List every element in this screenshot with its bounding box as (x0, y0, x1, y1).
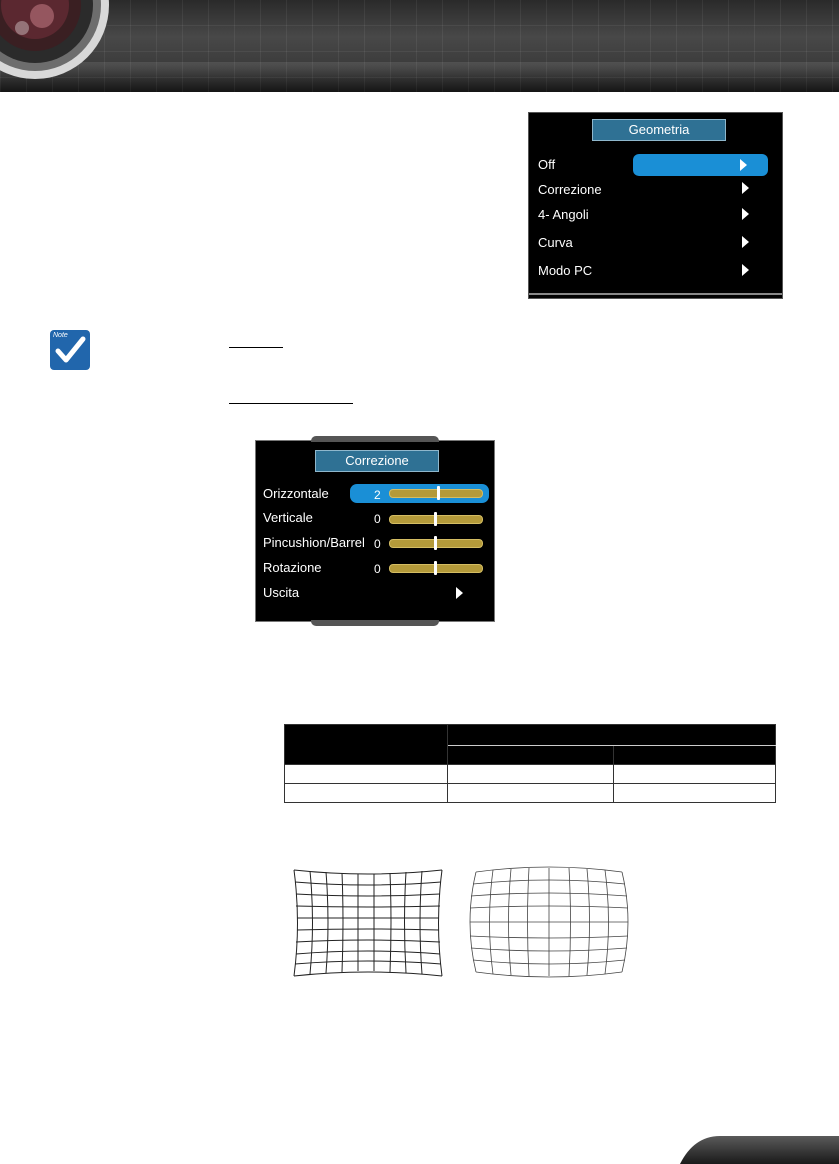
resolution-table (284, 724, 776, 803)
correction-value: 0 (374, 537, 381, 551)
geometry-item-curva[interactable] (538, 232, 773, 254)
page-number-tab (680, 1134, 839, 1164)
geometry-item-modo-pc[interactable] (538, 260, 773, 282)
correction-row-label: Rotazione (263, 560, 322, 575)
slider-rotazione[interactable] (389, 564, 483, 573)
geometry-menu-bottom-line (529, 293, 782, 295)
slider-verticale[interactable] (389, 515, 483, 524)
slider-knob[interactable] (437, 486, 440, 500)
correction-menu-top-tab (311, 436, 439, 442)
table-cell (285, 784, 448, 803)
table-header-row (285, 725, 776, 746)
correction-row-label: Uscita (263, 585, 300, 600)
geometry-item-label: Modo PC (538, 263, 593, 278)
lens-icon (0, 0, 110, 80)
table-cell (448, 765, 614, 784)
table-header-cell (614, 746, 776, 765)
note-checkmark-icon (50, 330, 90, 370)
chevron-right-icon (742, 264, 749, 276)
correction-menu-bottom-tab (311, 620, 439, 626)
correction-row-label: Orizzontale (263, 486, 329, 501)
page-header-banner (0, 0, 839, 92)
correction-row-label: Pincushion/Barrel (263, 535, 365, 550)
slider-orizzontale[interactable] (389, 489, 483, 498)
barrel-grid-diagram (466, 866, 632, 978)
correction-menu-title: Correzione (315, 450, 439, 472)
slider-knob[interactable] (434, 512, 437, 526)
geometry-item-off[interactable] (538, 154, 773, 176)
correction-value: 0 (374, 562, 381, 576)
underline-rule (229, 403, 353, 404)
chevron-right-icon (456, 587, 463, 599)
table-header-cell (448, 725, 776, 746)
table-row (285, 784, 776, 803)
correction-value: 2 (374, 488, 381, 502)
geometry-item-4-angoli[interactable] (538, 204, 773, 226)
table-header-cell (285, 725, 448, 765)
geometry-menu-title: Geometria (592, 119, 726, 141)
slider-pincushion-barrel[interactable] (389, 539, 483, 548)
table-cell (285, 765, 448, 784)
table-cell (614, 765, 776, 784)
chevron-right-icon (742, 208, 749, 220)
correction-menu (255, 440, 495, 622)
correction-row-label: Verticale (263, 510, 313, 525)
slider-knob[interactable] (434, 561, 437, 575)
table-row (285, 765, 776, 784)
note-icon-label: Note (53, 332, 68, 339)
geometry-item-label: Off (538, 157, 556, 172)
geometry-menu (528, 112, 783, 299)
geometry-item-correzione[interactable] (538, 179, 773, 201)
chevron-right-icon (742, 236, 749, 248)
chevron-right-icon (740, 159, 747, 171)
chevron-right-icon (742, 182, 749, 194)
table-cell (614, 784, 776, 803)
table-header-cell (448, 746, 614, 765)
geometry-item-label: Correzione (538, 182, 602, 197)
pincushion-grid-diagram (290, 864, 446, 980)
correction-value: 0 (374, 512, 381, 526)
slider-knob[interactable] (434, 536, 437, 550)
geometry-item-label: Curva (538, 235, 573, 250)
table-cell (448, 784, 614, 803)
header-shine (0, 62, 839, 92)
underline-rule (229, 347, 283, 348)
geometry-item-label: 4- Angoli (538, 207, 589, 222)
